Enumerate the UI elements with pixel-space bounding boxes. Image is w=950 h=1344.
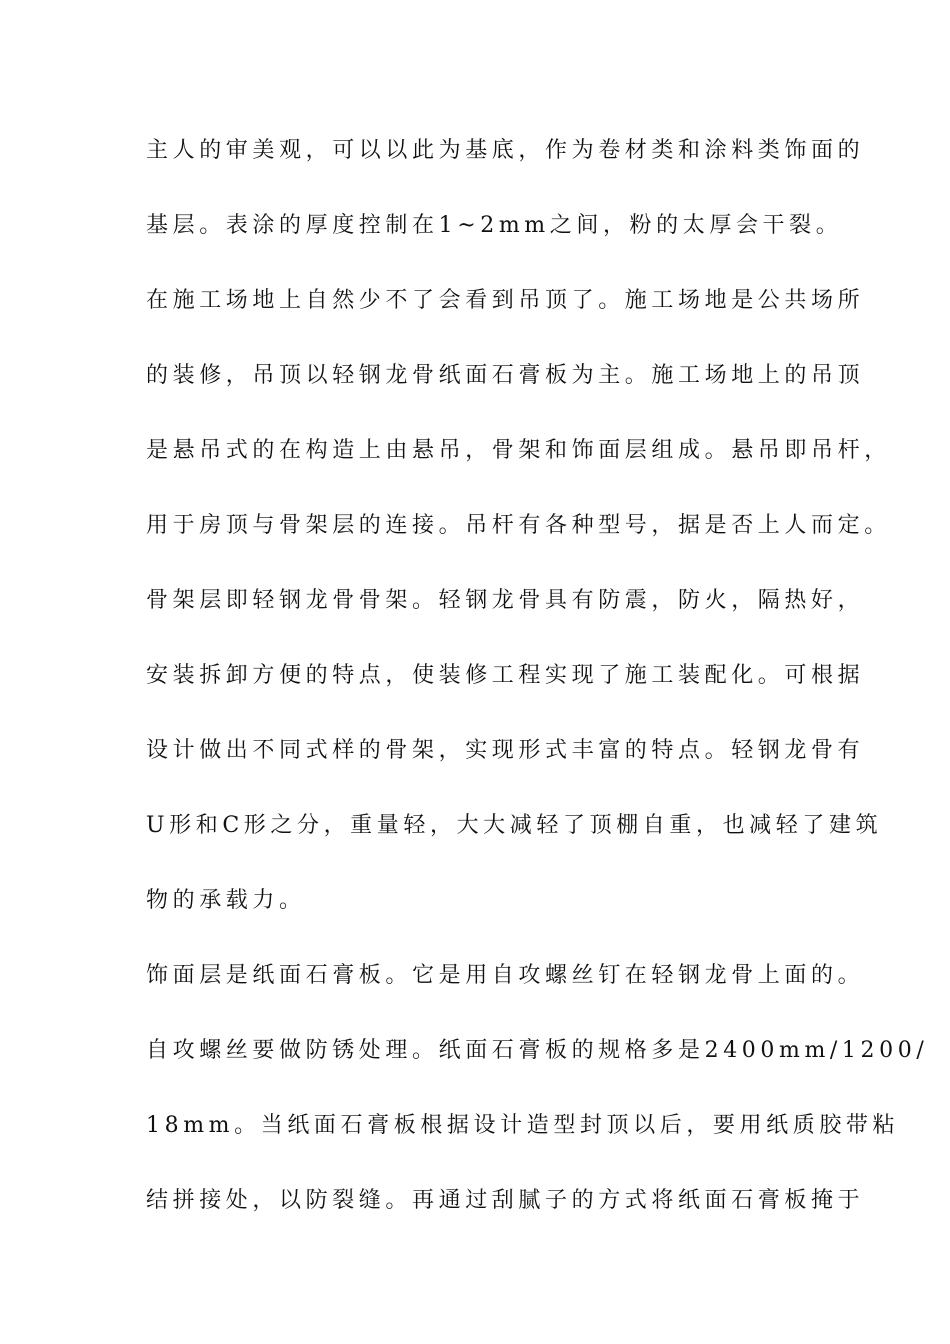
text-line: 安装拆卸方便的特点，使装修工程实现了施工装配化。可根据 [146, 663, 865, 688]
text-line: 基层。表涂的厚度控制在1~2mm之间，粉的太厚会干裂。 [146, 213, 843, 238]
text-line: 饰面层是纸面石膏板。它是用自攻螺丝钉在轻钢龙骨上面的。 [146, 963, 865, 988]
text-line: U形和C形之分，重量轻，大大减轻了顶棚自重，也减轻了建筑 [146, 813, 883, 838]
text-line: 骨架层即轻钢龙骨骨架。轻钢龙骨具有防震，防火，隔热好， [146, 588, 865, 613]
text-line: 结拼接处，以防裂缝。再通过刮腻子的方式将纸面石膏板掩于 [146, 1188, 865, 1213]
text-line: 在施工场地上自然少不了会看到吊顶了。施工场地是公共场所 [146, 288, 865, 313]
text-line: 主人的审美观，可以以此为基底，作为卷材类和涂料类饰面的 [146, 138, 865, 163]
text-line: 用于房顶与骨架层的连接。吊杆有各种型号，据是否上人而定。 [146, 513, 891, 538]
text-line: 18mm。当纸面石膏板根据设计造型封顶以后，要用纸质胶带粘 [146, 1113, 900, 1138]
text-line: 物的承载力。 [146, 888, 306, 913]
text-line: 是悬吊式的在构造上由悬吊，骨架和饰面层组成。悬吊即吊杆， [146, 438, 891, 463]
text-line: 设计做出不同式样的骨架，实现形式丰富的特点。轻钢龙骨有 [146, 738, 865, 763]
text-line: 的装修，吊顶以轻钢龙骨纸面石膏板为主。施工场地上的吊顶 [146, 363, 865, 388]
text-line: 自攻螺丝要做防锈处理。纸面石膏板的规格多是2400mm/1200/ [146, 1038, 929, 1063]
